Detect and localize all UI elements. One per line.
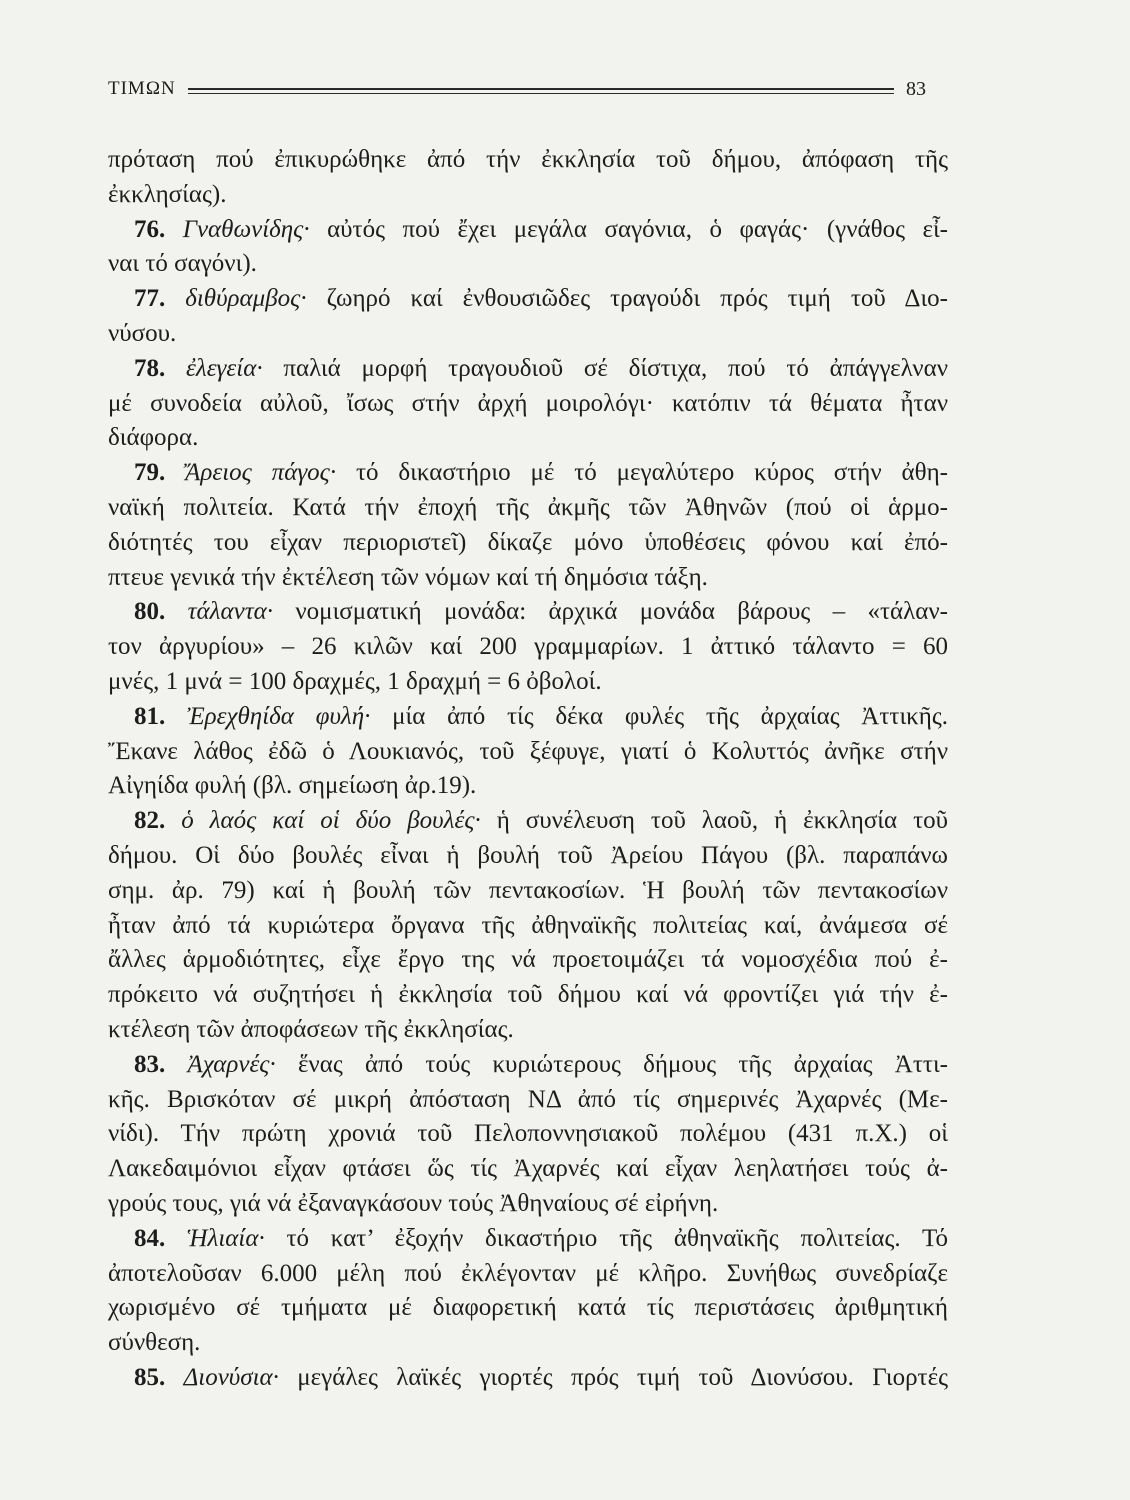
note-83 [108, 1048, 948, 1222]
note-line: κτέλεση τῶν ἀποφάσεων τῆς ἐκκλησίας. [108, 1015, 514, 1043]
note-85 [108, 1361, 948, 1396]
note-number: 83. [134, 1050, 166, 1078]
note-number: 85. [134, 1363, 166, 1391]
note-line: νύσου. [108, 319, 177, 347]
note-77 [108, 282, 948, 352]
note-78 [108, 352, 948, 456]
note-number: 78. [134, 354, 166, 382]
note-text: ἕνας ἀπό τούς κυριώτερους δήμους τῆς ἀρχαίας Ἀττι- [297, 1050, 948, 1078]
note-line: μνές, 1 μνά = 100 δραχμές, 1 δραχμή = 6 ὀβολοί. [108, 667, 602, 695]
note-number: 80. [134, 598, 166, 626]
note-line: σημ. ἀρ. 79) καί ἡ βουλή τῶν πεντακοσίων. Ἡ βουλή τῶν πεντακοσίων [108, 876, 948, 904]
note-term: διθύραμβος· [185, 285, 307, 313]
note-term: Ἄρειος πάγος· [185, 459, 337, 487]
note-text: παλιά μορφή τραγουδιοῦ σέ δίστιχα, πού τό ἀπάγγελναν [283, 354, 948, 382]
note-line: ἦταν ἀπό τά κυριώτερα ὄργανα τῆς ἀθηναϊκῆς πολιτείας καί, ἀνάμεσα σέ [108, 911, 948, 939]
note-line: πτευε γενικά τήν ἐκτέλεση τῶν νόμων καί τή δημόσια τάξη. [108, 563, 708, 591]
note-84 [108, 1222, 948, 1361]
note-line: πρόκειτο νά συζητήσει ἡ ἐκκλησία τοῦ δήμου καί νά φροντίζει γιά τήν ἐ- [108, 981, 948, 1009]
note-term: Ἐρεχθηίδα φυλή· [186, 702, 371, 730]
note-line: τον ἀργυρίου» – 26 κιλῶν καί 200 γραμμαρίων. 1 ἀττικό τάλαντο = 60 [108, 633, 948, 661]
note-first-line [108, 282, 948, 317]
note-text: τό κατ’ ἐξοχήν δικαστήριο τῆς ἀθηναϊκῆς πολιτείας. Τό [286, 1224, 949, 1252]
note-text: ἡ συνέλευση τοῦ λαοῦ, ἡ ἐκκλησία τοῦ [496, 807, 949, 835]
note-text: αὐτός πού ἔχει μεγάλα σαγόνια, ὁ φαγάς· (γνάθος εἶ- [327, 215, 949, 243]
note-term: Γναθωνίδης· [182, 215, 310, 243]
notes-body [108, 143, 948, 1396]
running-header [108, 76, 926, 102]
note-79 [108, 456, 948, 595]
note-80 [108, 595, 948, 699]
note-line: ἐκκλησίας). [108, 180, 227, 208]
note-first-line [108, 1361, 948, 1396]
note-number: 82. [134, 807, 166, 835]
note-line: Ἔκανε λάθος ἐδῶ ὁ Λουκιανός, τοῦ ξέφυγε, γιατί ὁ Κολυττός ἀνῆκε στήν [108, 737, 948, 765]
page-number: 83 [906, 77, 926, 100]
note-first-line [108, 595, 948, 630]
note-first-line [108, 352, 948, 387]
note-line: σύνθεση. [108, 1329, 201, 1357]
note-line: κῆς. Βρισκόταν σέ μικρή ἀπόσταση ΝΔ ἀπό τίς σημερινές Ἀχαρνές (Με- [108, 1085, 948, 1113]
note-term: Ἀχαρνές· [187, 1050, 276, 1078]
note-number: 84. [134, 1224, 166, 1252]
note-76 [108, 213, 948, 283]
note-text: μία ἀπό τίς δέκα φυλές τῆς ἀρχαίας Ἀττικῆς. [392, 702, 949, 730]
note-term: Διονύσια· [183, 1363, 279, 1391]
note-number: 79. [134, 459, 166, 487]
note-line: διότητές του εἶχαν περιοριστεῖ) δίκαζε μόνο ὑποθέσεις φόνου καί ἐπό- [108, 528, 948, 556]
note-number: 81. [134, 702, 166, 730]
note-line: μέ συνοδεία αὐλοῦ, ἴσως στήν ἀρχή μοιρολόγι· κατόπιν τά θέματα ἦταν [108, 389, 948, 417]
note-81 [108, 700, 948, 804]
note-line: χωρισμένο σέ τμήματα μέ διαφορετική κατά τίς περιστάσεις ἀριθμητική [108, 1294, 948, 1322]
note-first-line [108, 1222, 948, 1257]
note-text: ζωηρό καί ἐνθουσιῶδες τραγούδι πρός τιμή τοῦ Διο- [326, 285, 949, 313]
note-line: διάφορα. [108, 424, 199, 452]
note-line: ναϊκή πολιτεία. Κατά τήν ἐποχή τῆς ἀκμῆς τῶν Ἀθηνῶν (πού οἱ ἁρμο- [108, 493, 948, 521]
note-first-line [108, 1048, 948, 1083]
note-number: 77. [134, 285, 166, 313]
note-term: τάλαντα· [187, 598, 274, 626]
note-term: Ἡλιαία· [187, 1224, 265, 1252]
running-title: ΤΙΜΩΝ [108, 78, 176, 99]
note-line: νίδι). Τήν πρώτη χρονιά τοῦ Πελοποννησιακοῦ πολέμου (431 π.Χ.) οἱ [108, 1120, 948, 1148]
note-82 [108, 804, 948, 1048]
note-line: Αἰγηίδα φυλή (βλ. σημείωση ἀρ.19). [108, 772, 477, 800]
note-continuation [108, 143, 948, 213]
note-line: Λακεδαιμόνιοι εἶχαν φτάσει ὥς τίς Ἀχαρνές καί εἶχαν λεηλατήσει τούς ἀ- [108, 1155, 948, 1183]
note-number: 76. [134, 215, 166, 243]
note-line: ἄλλες ἁρμοδιότητες, εἶχε ἔργο της νά προετοιμάζει τά νομοσχέδια πού ἐ- [108, 946, 948, 974]
note-line: δήμου. Οἱ δύο βουλές εἶναι ἡ βουλή τοῦ Ἀρείου Πάγου (βλ. παραπάνω [108, 841, 948, 869]
note-text: τό δικαστήριο μέ τό μεγαλύτερο κύρος στήν ἀθη- [355, 459, 949, 487]
note-text: μεγάλες λαϊκές γιορτές πρός τιμή τοῦ Διονύσου. Γιορτές [297, 1363, 948, 1391]
note-line: γρούς τους, γιά νά ἐξαναγκάσουν τούς Ἀθηναίους σέ εἰρήνη. [108, 1189, 719, 1217]
note-text: νομισματική μονάδα: ἀρχικά μονάδα βάρους – «τάλαν- [295, 598, 949, 626]
note-first-line [108, 804, 948, 839]
note-line: ἀποτελοῦσαν 6.000 μέλη πού ἐκλέγονταν μέ κλῆρο. Συνήθως συνεδρίαζε [108, 1259, 948, 1287]
note-line: ναι τό σαγόνι). [108, 250, 257, 278]
note-term: ἐλεγεία· [186, 354, 263, 382]
note-first-line [108, 456, 948, 491]
note-first-line [108, 213, 948, 248]
header-double-rule [188, 88, 894, 94]
note-term: ὁ λαός καί οἱ δύο βουλές· [181, 807, 481, 835]
note-first-line [108, 700, 948, 735]
note-line: πρόταση πού ἐπικυρώθηκε ἀπό τήν ἐκκλησία τοῦ δήμου, ἀπόφαση τῆς [108, 146, 948, 173]
